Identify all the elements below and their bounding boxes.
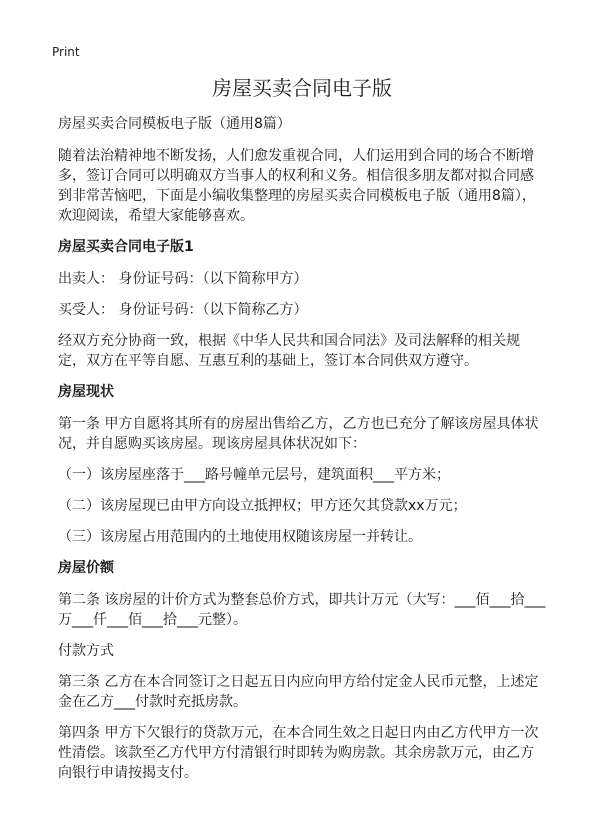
heading-property-price: 房屋价额 — [58, 560, 114, 576]
article-3: 第三条 乙方在本合同签订之日起五日内应向甲方给付定金人民币元整，上述定金在乙方___付款时充抵房款。 — [58, 674, 539, 710]
buyer-line: 买受人： 身份证号码：（以下简称乙方） — [58, 302, 308, 318]
article-2: 第二条 该房屋的计价方式为整套总价方式，即共计万元（大写：___佰___拾___万___仟___佰___拾___元整）。 — [58, 592, 546, 628]
status-item-2: （二）该房屋现已由甲方向设立抵押权；甲方还欠其贷款xx万元； — [58, 498, 467, 514]
status-item-1: （一）该房屋座落于___路号幢单元层号，建筑面积___平方米； — [58, 467, 450, 483]
heading-payment-method: 付款方式 — [58, 643, 114, 659]
agreement-paragraph: 经双方充分协商一致，根据《中华人民共和国合同法》及司法解释的相关规定，双方在平等自愿、互惠互利的基础上，签订本合同供双方遵守。 — [58, 333, 520, 369]
article-4: 第四条 甲方下欠银行的贷款万元，在本合同生效之日起日内由乙方代甲方一次性清偿。该款至乙方代甲方付清银行时即转为购房款。其余房款万元，由乙方向银行申请按揭支付。 — [58, 725, 539, 781]
section-heading-contract-1: 房屋买卖合同电子版1 — [58, 239, 194, 255]
document-title: 房屋买卖合同电子版 — [212, 76, 392, 100]
status-item-3: （三）该房屋占用范围内的土地使用权随该房屋一并转让。 — [58, 529, 422, 545]
print-link[interactable]: Print — [52, 45, 80, 59]
heading-property-status: 房屋现状 — [58, 384, 114, 400]
article-1: 第一条 甲方自愿将其所有的房屋出售给乙方，乙方也已充分了解该房屋具体状况，并自愿购买该房屋。现该房屋具体状况如下： — [58, 416, 539, 452]
intro-paragraph: 随着法治精神地不断发扬，人们愈发重视合同，人们运用到合同的场合不断增多，签订合同可以明确双方当事人的权利和义务。相信很多朋友都对拟合同感到非常苦恼吧，下面是小编收集整理的房屋买卖合同模板电子版（通用8篇），欢迎阅读，希望大家能够喜欢。 — [58, 148, 536, 224]
document-subtitle: 房屋买卖合同模板电子版（通用8篇） — [58, 116, 291, 132]
seller-line: 出卖人： 身份证号码：（以下简称甲方） — [58, 271, 308, 287]
